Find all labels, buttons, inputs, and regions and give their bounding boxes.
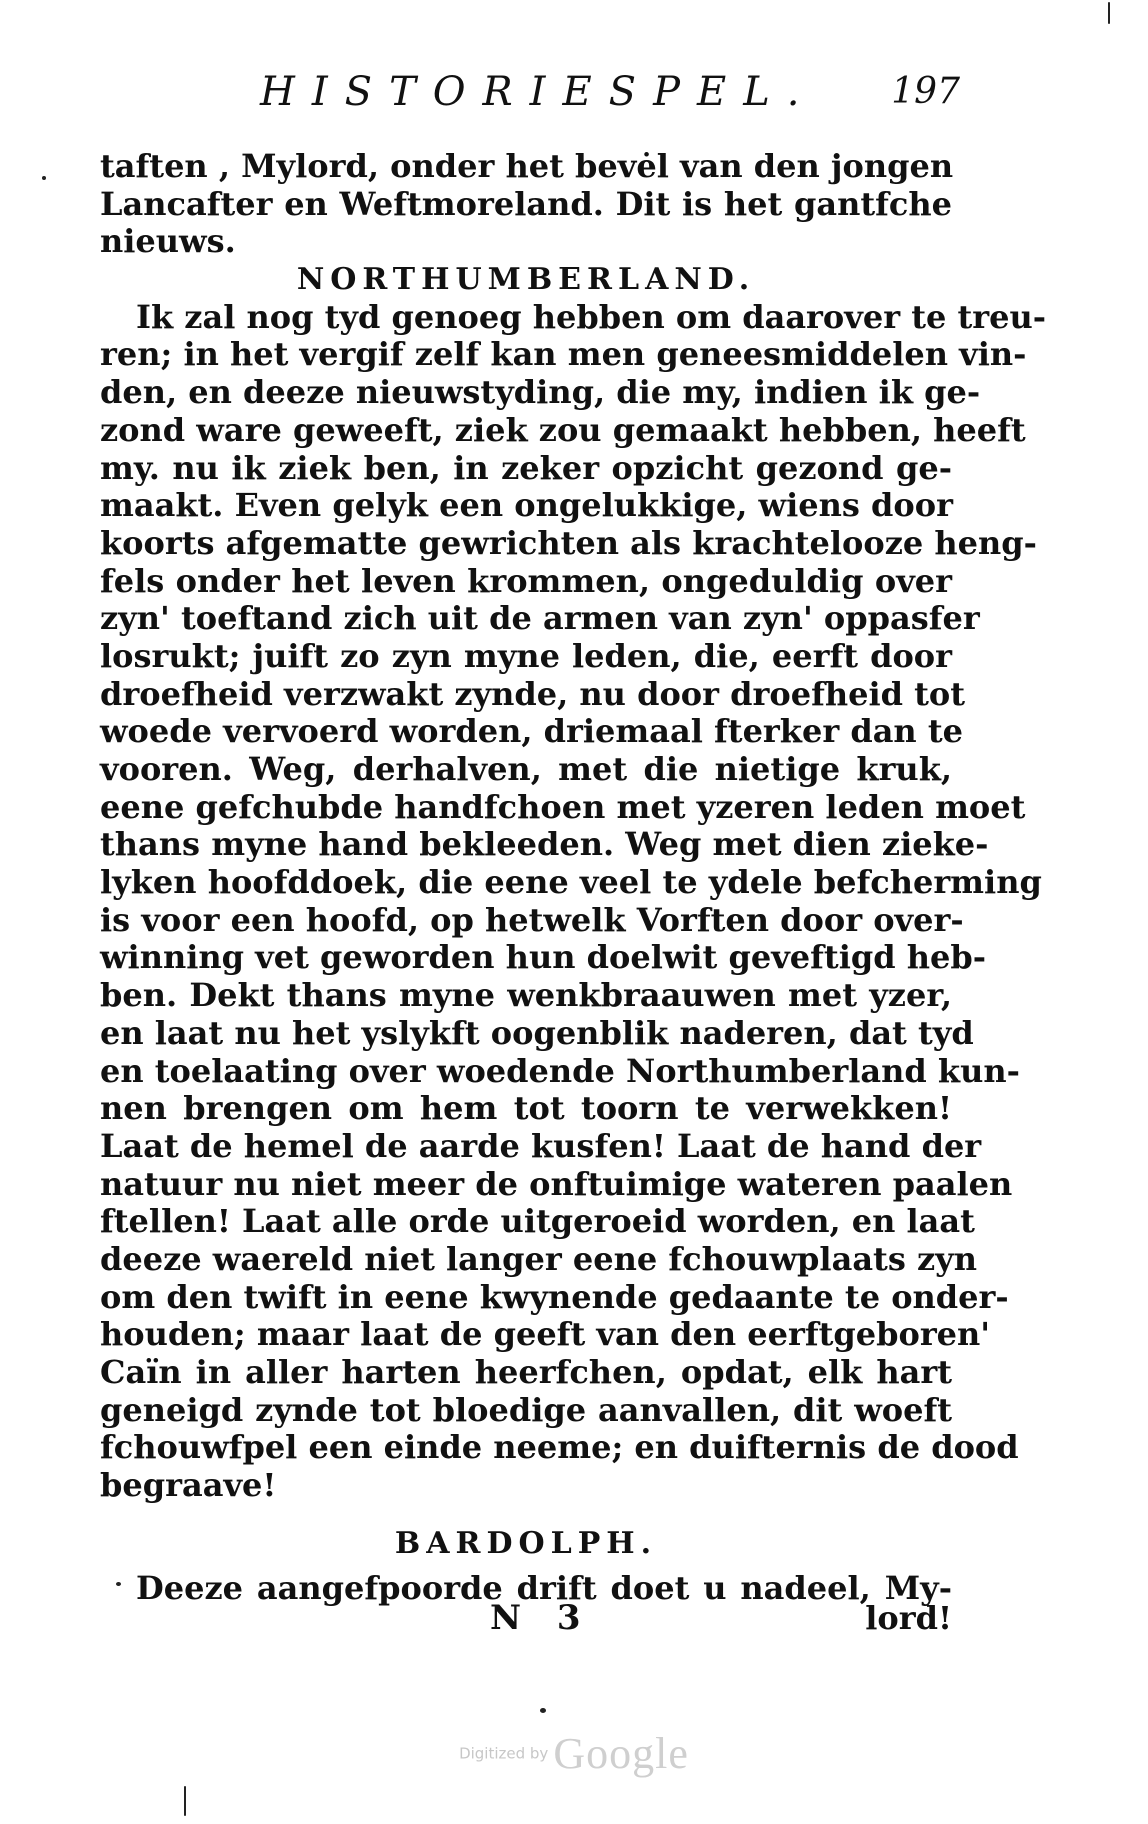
text-line: woede vervoerd worden, driemaal fterker dan te (100, 712, 963, 751)
text-line: om den twift in eene kwynende gedaante te onder- (100, 1277, 1009, 1316)
text-line: winning vet geworden hun doelwit geveftigd heb- (100, 938, 987, 977)
catchword: lord! (865, 1599, 952, 1637)
text-line: thans myne hand bekleeden. Weg met dien zieke- (100, 825, 989, 864)
text-line: taften , Mylord, onder het bevėl van den jongen (100, 147, 954, 185)
text-line: zyn' toeftand zich uit de armen van zyn' oppasfer (100, 599, 980, 638)
digitized-watermark (0, 1728, 1148, 1779)
text-line: nen brengen om hem tot toorn te verwekken! (100, 1089, 952, 1128)
google-logo: Google (553, 1729, 689, 1778)
text-line: den, en deeze nieuwstyding, die my, indien ik ge- (100, 373, 981, 412)
text-line: maakt. Even gelyk een ongelukkige, wiens door (100, 486, 953, 525)
body-text (100, 147, 1047, 1608)
text-line: en laat nu het yslykft oogenblik naderen, dat tyd (100, 1013, 974, 1052)
ink-speck (1108, 2, 1110, 24)
text-line: droefheid verzwakt zynde, nu door droefheid tot (100, 674, 966, 713)
page-number: 197 (891, 71, 960, 112)
ink-speck (116, 1582, 121, 1586)
ink-speck (42, 176, 46, 180)
text-line: losrukt; juift zo zyn myne leden, die, eerft door (100, 636, 952, 675)
speech-first-line: Ik zal nog tyd genoeg hebben om daarover te treu- (136, 297, 1047, 336)
text-line: houden; maar laat de geeft van den eerftgeboren' (100, 1315, 991, 1354)
running-title: HISTORIESPEL. (260, 69, 817, 115)
text-line: Laat de hemel de aarde kusfen! Laat de hand der (100, 1126, 982, 1165)
text-line: en toelaating over woedende Northumberland kun- (100, 1051, 1020, 1090)
text-line: ben. Dekt thans myne wenkbraauwen met yzer, (100, 976, 952, 1015)
speech-first-line: Deeze aangefpoorde drift doet u nadeel, My- (136, 1569, 952, 1608)
text-line: is voor een hoofd, op hetwelk Vorften door over- (100, 900, 964, 939)
text-line: natuur nu niet meer de onftuimige wateren paalen (100, 1164, 1013, 1203)
text-line: vooren. Weg, derhalven, met die nietige kruk, (100, 750, 952, 788)
text-line: nieuws. (100, 222, 236, 261)
digitized-by-label: Digitized by (459, 1744, 549, 1763)
running-head (260, 62, 960, 122)
ink-speck (540, 1708, 546, 1713)
text-line: deeze waereld niet langer eene fchouwplaats zyn (100, 1239, 978, 1278)
signature-mark: N 3 (490, 1598, 593, 1638)
text-line: geneigd zynde tot bloedige aanvallen, dit woeft (100, 1390, 952, 1429)
text-line: ftellen! Laat alle orde uitgeroeid worden, en laat (100, 1202, 975, 1241)
text-line: eene gefchubde handfchoen met yzeren leden moet (100, 787, 1026, 826)
text-line: koorts afgematte gewrichten als krachtelooze heng- (100, 523, 1037, 562)
text-line: Caïn in aller harten heerfchen, opdat, elk hart (100, 1353, 952, 1391)
text-line: ren; in het vergif zelf kan men geneesmiddelen vin- (100, 335, 1027, 374)
text-line: fels onder het leven krommen, ongeduldig over (100, 561, 952, 600)
footer-line (100, 1598, 952, 1638)
speaker-name: BARDOLPH. (394, 1525, 658, 1561)
ink-speck (184, 1786, 186, 1816)
text-line: zond ware geweeft, ziek zou gemaakt hebben, heeft (100, 410, 1026, 449)
text-line: lyken hoofddoek, die eene veel te ydele befcherming (100, 863, 1042, 902)
text-line: Lancafter en Weftmoreland. Dit is het gantfche (100, 184, 952, 223)
text-line: fchouwfpel een einde neeme; en duifternis de dood (100, 1428, 1019, 1467)
speaker-name: NORTHUMBERLAND. (296, 262, 756, 298)
text-line: begraave! (100, 1466, 277, 1505)
text-line: my. nu ik ziek ben, in zeker opzicht gezond ge- (100, 448, 952, 487)
